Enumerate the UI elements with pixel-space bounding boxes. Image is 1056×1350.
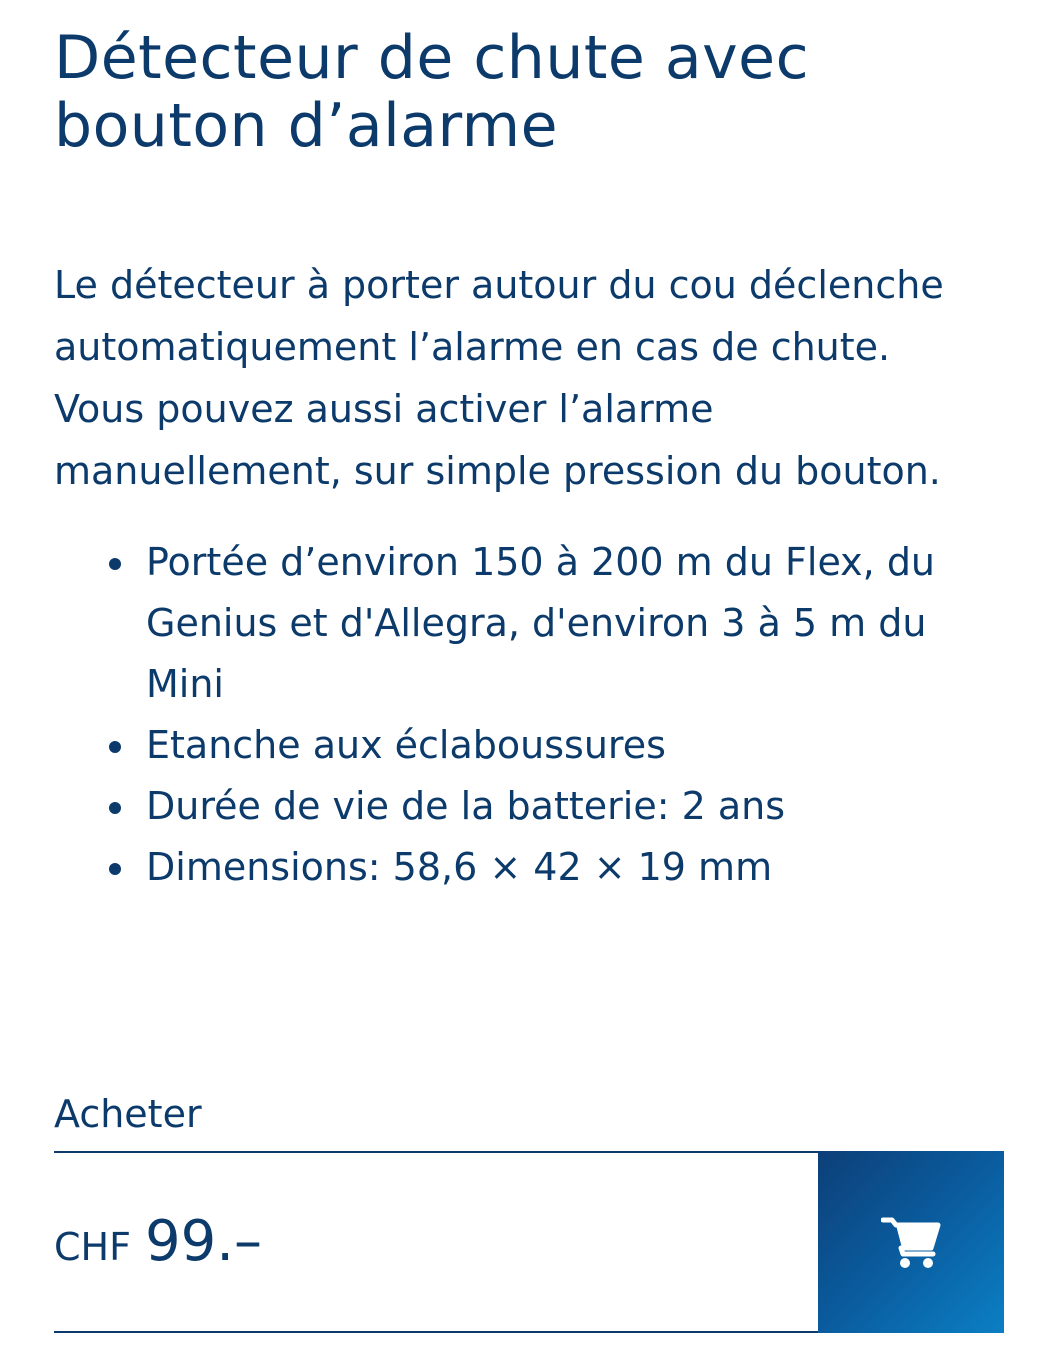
buy-label: Acheter xyxy=(54,1092,202,1136)
price-value: 99.– xyxy=(144,1209,263,1274)
feature-item: Portée d’environ 150 à 200 m du Flex, du Genius et d'Allegra, d'environ 3 à 5 m du Mini xyxy=(146,532,1004,715)
feature-item: Durée de vie de la batterie: 2 ans xyxy=(146,776,1004,837)
add-to-cart-button[interactable] xyxy=(818,1151,1004,1333)
product-description: Le détecteur à porter autour du cou déclenche automatiquement l’alarme en cas de chute. Vous pouvez aussi activer l’alarme manuellement, sur simple pression du bouton. xyxy=(54,263,944,493)
feature-item: Dimensions: 58,6 × 42 × 19 mm xyxy=(146,837,1004,898)
price xyxy=(54,1209,262,1274)
product-content xyxy=(54,24,1004,898)
feature-item: Etanche aux éclaboussures xyxy=(146,715,1004,776)
feature-list xyxy=(54,532,1004,898)
price-currency: CHF xyxy=(54,1225,131,1269)
product-title: Détecteur de chute avec bouton d’alarme xyxy=(54,23,810,161)
shopping-cart-icon xyxy=(881,1214,941,1270)
purchase-box xyxy=(54,1151,1004,1333)
